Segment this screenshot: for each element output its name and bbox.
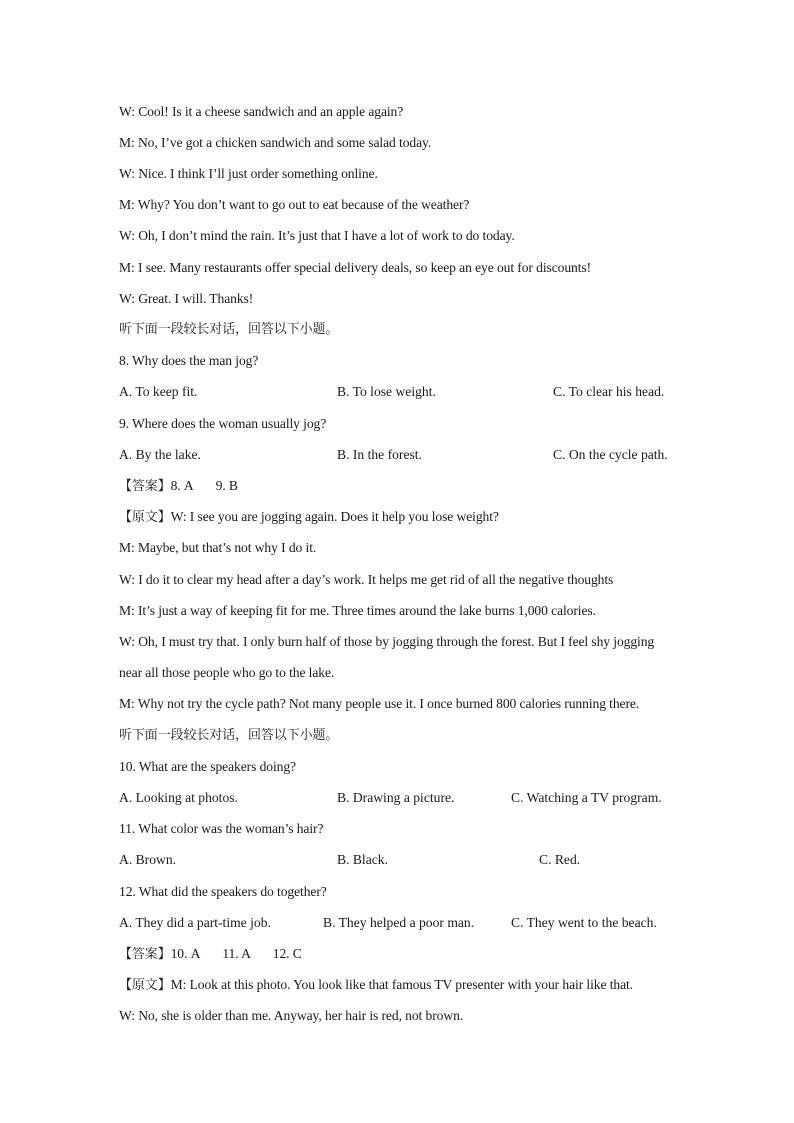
answer-value: 8. A bbox=[170, 478, 194, 493]
option-11a: A. Brown. bbox=[119, 852, 177, 867]
option-11c: C. Red. bbox=[539, 852, 581, 867]
section-instruction: 听下面一段较长对话，回答以下小题。 bbox=[119, 728, 339, 743]
option-11b: B. Black. bbox=[337, 852, 388, 867]
option-8c: C. To clear his head. bbox=[553, 384, 665, 399]
transcript-line: M: Why not try the cycle path? Not many people use it. I once burned 800 calories running there. bbox=[119, 696, 640, 711]
option-12a: A. They did a part-time job. bbox=[119, 915, 271, 930]
answer-tag: 【答案】 bbox=[119, 479, 171, 494]
transcript-line: W: No, she is older than me. Anyway, her hair is red, not brown. bbox=[119, 1008, 464, 1023]
transcript-line: M: Maybe, but that’s not why I do it. bbox=[119, 540, 317, 555]
dialogue-line: W: Great. I will. Thanks! bbox=[119, 291, 254, 306]
dialogue-line: M: I see. Many restaurants offer special delivery deals, so keep an eye out for discounts! bbox=[119, 260, 592, 275]
dialogue-line: M: Why? You don’t want to go out to eat because of the weather? bbox=[119, 197, 470, 212]
transcript-tag: 【原文】 bbox=[119, 978, 171, 993]
transcript-line bbox=[119, 976, 633, 995]
dialogue-line: W: Oh, I don’t mind the rain. It’s just that I have a lot of work to do today. bbox=[119, 228, 515, 243]
transcript-line: M: It’s just a way of keeping fit for me. Three times around the lake burns 1,000 calories. bbox=[119, 603, 596, 618]
answer-tag: 【答案】 bbox=[119, 947, 171, 962]
transcript-text: M: Look at this photo. You look like that famous TV presenter with your hair like that. bbox=[170, 977, 633, 992]
answer-line bbox=[119, 477, 238, 496]
section-instruction: 听下面一段较长对话，回答以下小题。 bbox=[119, 322, 339, 337]
dialogue-line: W: Nice. I think I’ll just order something online. bbox=[119, 166, 378, 181]
option-9c: C. On the cycle path. bbox=[553, 447, 668, 462]
dialogue-line: M: No, I’ve got a chicken sandwich and some salad today. bbox=[119, 135, 432, 150]
option-10a: A. Looking at photos. bbox=[119, 790, 238, 805]
answer-line bbox=[119, 945, 302, 964]
question-8: 8. Why does the man jog? bbox=[119, 353, 259, 368]
transcript-line: W: I do it to clear my head after a day’s work. It helps me get rid of all the negative thoughts bbox=[119, 572, 614, 587]
answer-value: 9. B bbox=[215, 478, 238, 493]
transcript-line bbox=[119, 508, 499, 527]
answer-value: 11. A bbox=[222, 946, 251, 961]
option-12c: C. They went to the beach. bbox=[511, 915, 657, 930]
option-8b: B. To lose weight. bbox=[337, 384, 436, 399]
answer-value: 10. A bbox=[170, 946, 201, 961]
question-11: 11. What color was the woman’s hair? bbox=[119, 821, 324, 836]
answer-value: 12. C bbox=[272, 946, 302, 961]
option-10b: B. Drawing a picture. bbox=[337, 790, 455, 805]
transcript-text: W: I see you are jogging again. Does it help you lose weight? bbox=[170, 509, 499, 524]
option-9b: B. In the forest. bbox=[337, 447, 422, 462]
transcript-line: W: Oh, I must try that. I only burn half of those by jogging through the forest. But I feel shy jogging bbox=[119, 634, 655, 649]
option-10c: C. Watching a TV program. bbox=[511, 790, 662, 805]
question-12: 12. What did the speakers do together? bbox=[119, 884, 327, 899]
question-9: 9. Where does the woman usually jog? bbox=[119, 416, 327, 431]
option-12b: B. They helped a poor man. bbox=[323, 915, 475, 930]
transcript-tag: 【原文】 bbox=[119, 510, 171, 525]
dialogue-line: W: Cool! Is it a cheese sandwich and an apple again? bbox=[119, 104, 404, 119]
option-8a: A. To keep fit. bbox=[119, 384, 198, 399]
question-10: 10. What are the speakers doing? bbox=[119, 759, 296, 774]
option-9a: A. By the lake. bbox=[119, 447, 201, 462]
transcript-line: near all those people who go to the lake. bbox=[119, 665, 335, 680]
